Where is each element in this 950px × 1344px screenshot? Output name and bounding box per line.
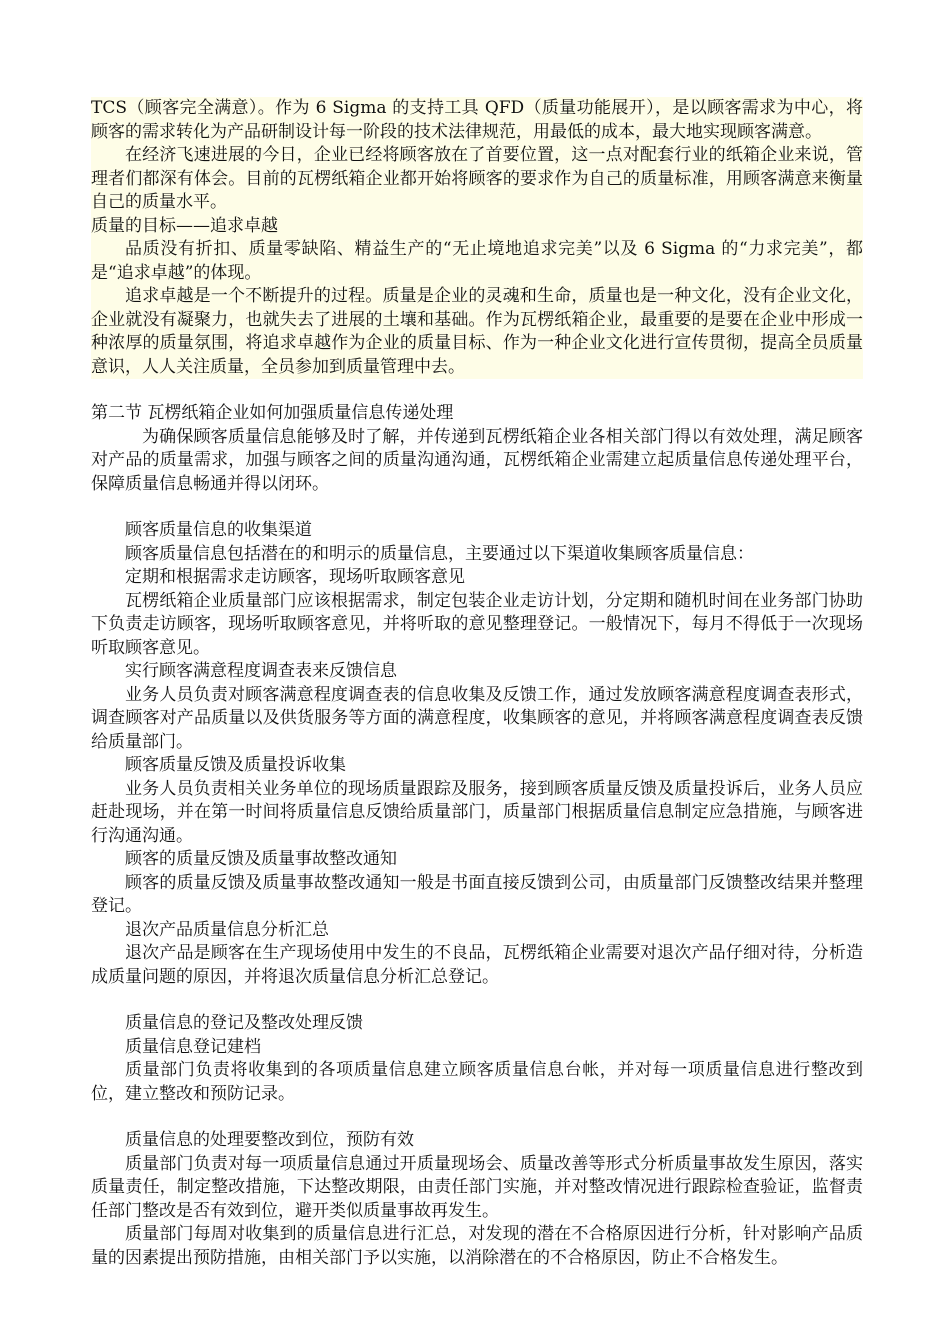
registration-body-filing: 质量部门负责将收集到的各项质量信息建立顾客质量信息台帐，并对每一项质量信息进行整改到位，建立整改和预防记录。 <box>91 1060 863 1104</box>
collection-heading: 顾客质量信息的收集渠道 <box>125 520 312 540</box>
collection-body-complaints: 业务人员负责相关业务单位的现场质量跟踪及服务，接到顾客质量反馈及质量投诉后，业务人员应赶赴现场，并在第一时间将质量信息反馈给质量部门，质量部门根据质量信息制定应急措施，与顾客进行沟通沟通。 <box>91 778 863 846</box>
registration-subtitle-filing: 质量信息登记建档 <box>125 1036 261 1057</box>
registration-body-weekly: 质量部门每周对收集到的质量信息进行汇总，对发现的潜在不合格原因进行分析，针对影响产品质量的因素提出预防措施，由相关部门予以实施，以消除潜在的不合格原因，防止不合格发生。 <box>91 1224 863 1268</box>
paragraph-customer-priority: 在经济飞速进展的今日，企业已经将顾客放在了首要位置，这一点对配套行业的纸箱企业来说，管理者们都深有体会。目前的瓦楞纸箱企业都开始将顾客的要求作为自己的质量标准，用顾客满意来衡量自己的质量水平。 <box>91 145 863 212</box>
spacer <box>91 989 863 1012</box>
collection-body-notices: 顾客的质量反馈及质量事故整改通知一般是书面直接反馈到公司，由质量部门反馈整改结果并整理登记。 <box>91 872 863 916</box>
spacer <box>91 496 863 519</box>
registration-subtitle-rectify: 质量信息的处理要整改到位，预防有效 <box>125 1130 414 1150</box>
section-intro: 为确保顾客质量信息能够及时了解，并传递到瓦楞纸箱企业各相关部门得以有效处理，满足顾客对产品的质量需求，加强与顾客之间的质量沟通沟通，瓦楞纸箱企业需建立起质量信息传递处理平台，保障质量信息畅通并得以闭环。 <box>91 426 863 494</box>
collection-subtitle-complaints: 顾客质量反馈及质量投诉收集 <box>125 755 346 775</box>
paragraph-pursue-perfection: 品质没有折扣、质量零缺陷、精益生产的“无止境地追求完美”以及 6 Sigma 的“力求完美”，都是“追求卓越”的体现。 <box>91 239 863 283</box>
collection-subtitle-visits: 定期和根据需求走访顾客，现场听取顾客意见 <box>125 567 465 587</box>
collection-body-survey: 业务人员负责对顾客满意程度调查表的信息收集及反馈工作，通过发放顾客满意程度调查表形式，调查顾客对产品质量以及供货服务等方面的满意程度，收集顾客的意见，并将顾客满意程度调查表反馈给质量部门。 <box>91 684 863 752</box>
collection-subtitle-notices: 顾客的质量反馈及质量事故整改通知 <box>125 849 397 869</box>
section-title: 第二节 瓦楞纸箱企业如何加强质量信息传递处理 <box>91 403 454 423</box>
collection-body-returns: 退次产品是顾客在生产现场使用中发生的不良品，瓦楞纸箱企业需要对退次产品仔细对待，分析造成质量问题的原因，并将退次质量信息分析汇总登记。 <box>91 943 863 987</box>
paragraph-tcs-qfd: TCS（顾客完全满意）。作为 6 Sigma 的支持工具 QFD（质量功能展开），是以顾客需求为中心，将顾客的需求转化为产品研制设计每一阶段的技术法律规范，用最低的成本，最大地实现顾客满意。 <box>91 98 863 142</box>
registration-body-rectify: 质量部门负责对每一项质量信息通过开质量现场会、质量改善等形式分析质量事故发生原因，落实质量责任，制定整改措施，下达整改期限，由责任部门实施，并对整改情况进行跟踪检查验证，监督责任部门整改是否有效到位，避开类似质量事故再发生。 <box>91 1153 863 1221</box>
collection-lead: 顾客质量信息包括潜在的和明示的质量信息，主要通过以下渠道收集顾客质量信息： <box>125 543 754 564</box>
spacer <box>91 1106 863 1129</box>
registration-heading: 质量信息的登记及整改处理反馈 <box>125 1013 363 1033</box>
highlighted-block <box>91 97 863 379</box>
collection-subtitle-returns: 退次产品质量信息分析汇总 <box>125 919 329 940</box>
heading-quality-goal: 质量的目标——追求卓越 <box>91 215 278 236</box>
document-page <box>91 97 863 1270</box>
spacer <box>91 379 863 402</box>
collection-body-visits: 瓦楞纸箱企业质量部门应该根据需求，制定包装企业走访计划，分定期和随机时间在业务部门协助下负责走访顾客，现场听取顾客意见，并将听取的意见整理登记。一般情况下，每月不得低于一次现场听取顾客意见。 <box>91 590 863 658</box>
paragraph-pursue-excellence: 追求卓越是一个不断提升的过程。质量是企业的灵魂和生命，质量也是一种文化，没有企业文化，企业就没有凝聚力，也就失去了进展的土壤和基础。作为瓦楞纸箱企业，最重要的是要在企业中形成一种浓厚的质量氛围，将追求卓越作为企业的质量目标、作为一种企业文化进行宣传贯彻，提高全员质量意识，人人关注质量，全员参加到质量管理中去。 <box>91 286 863 377</box>
collection-subtitle-survey: 实行顾客满意程度调查表来反馈信息 <box>125 661 397 681</box>
